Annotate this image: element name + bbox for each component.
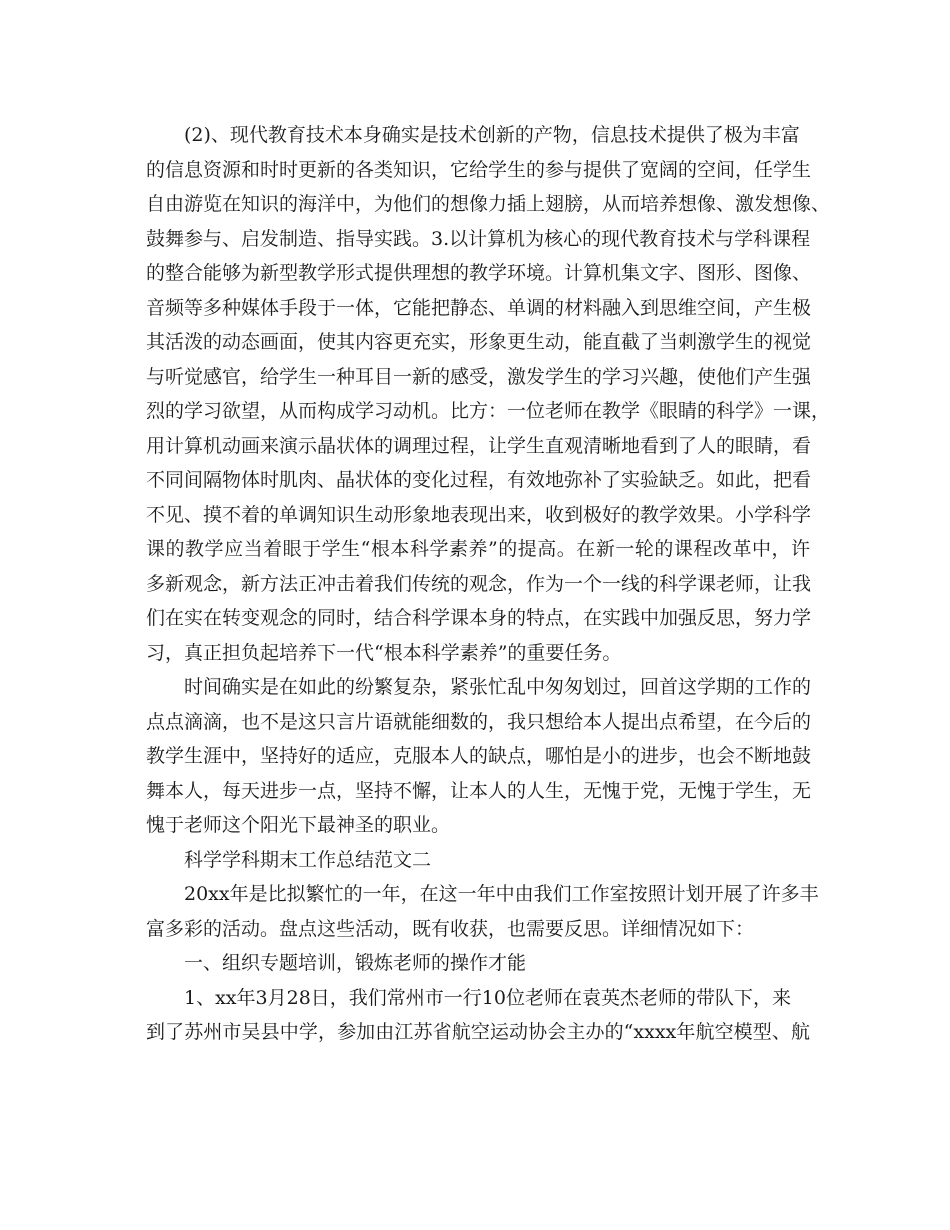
text-line: 音频等多种媒体手段于一体，它能把静态、单调的材料融入到思维空间，产生极 <box>146 296 812 319</box>
text-line: 课的教学应当着眼于学生“根本科学素养”的提高。在新一轮的课程改革中，许 <box>146 538 810 560</box>
text-line: 与听觉感官，给学生一种耳目一新的感受，激发学生的学习兴趣，使他们产生强 <box>146 365 812 388</box>
text-line: 习，真正担负起培养下一代“根本科学素养”的重要任务。 <box>146 641 622 664</box>
text-line: 的信息资源和时时更新的各类知识，它给学生的参与提供了宽阔的空间，任学生 <box>146 158 812 181</box>
text-line: 用计算机动画来演示晶状体的调理过程，让学生直观清晰地看到了人的眼睛，看 <box>146 434 812 457</box>
text-line: 的整合能够为新型教学形式提供理想的教学环境。计算机集文字、图形、图像、 <box>146 262 812 284</box>
text-line: (2)、现代教育技术本身确实是技术创新的产物，信息技术提供了极为丰富 <box>184 124 800 146</box>
text-line: 鼓舞参与、启发制造、指导实践。3.以计算机为核心的现代教育技术与学科课程 <box>146 227 811 250</box>
text-line: 科学学科期末工作总结范文二 <box>184 848 432 871</box>
text-line: 富多彩的活动。盘点这些活动，既有收获，也需要反思。详细情况如下： <box>146 917 755 940</box>
text-line: 点点滴滴，也不是这只言片语就能细数的，我只想给本人提出点希望，在今后的 <box>146 710 812 733</box>
text-line: 烈的学习欲望，从而构成学习动机。比方：一位老师在教学《眼睛的科学》一课， <box>146 400 831 422</box>
text-line: 不同间隔物体时肌肉、晶状体的变化过程，有效地弥补了实验缺乏。如此，把看 <box>146 469 812 491</box>
text-line: 时间确实是在如此的纷繁复杂，紧张忙乱中匆匆划过，回首这学期的工作的 <box>184 676 812 698</box>
text-line: 到了苏州市吴县中学，参加由江苏省航空运动协会主办的“xxxx年航空模型、航 <box>146 1021 810 1043</box>
text-line: 自由游览在知识的海洋中，为他们的想像力插上翅膀，从而培养想像、激发想像、 <box>146 193 831 215</box>
document-body <box>146 118 831 1050</box>
text-line: 不见、摸不着的单调知识生动形象地表现出来，收到极好的教学效果。小学科学 <box>146 503 812 526</box>
text-line: 们在实在转变观念的同时，结合科学课本身的特点，在实践中加强反思，努力学 <box>146 607 812 629</box>
text-line: 教学生涯中，坚持好的适应，克服本人的缺点，哪怕是小的进步，也会不断地鼓 <box>146 745 812 767</box>
text-line: 一、组织专题培训，锻炼老师的操作才能 <box>184 952 527 974</box>
text-line: 其活泼的动态画面，使其内容更充实，形象更生动，能直截了当刺激学生的视觉 <box>146 331 812 353</box>
text-line: 1、xx年3月28日，我们常州市一行10位老师在袁英杰老师的带队下，来 <box>184 986 791 1009</box>
text-line: 愧于老师这个阳光下最神圣的职业。 <box>146 814 451 836</box>
text-line: 20xx年是比拟繁忙的一年，在这一年中由我们工作室按照计划开展了许多丰 <box>184 883 819 905</box>
text-line: 多新观念，新方法正冲击着我们传统的观念，作为一个一线的科学课老师，让我 <box>146 572 812 595</box>
text-line: 舞本人，每天进步一点，坚持不懈，让本人的人生，无愧于党，无愧于学生，无 <box>146 779 812 802</box>
